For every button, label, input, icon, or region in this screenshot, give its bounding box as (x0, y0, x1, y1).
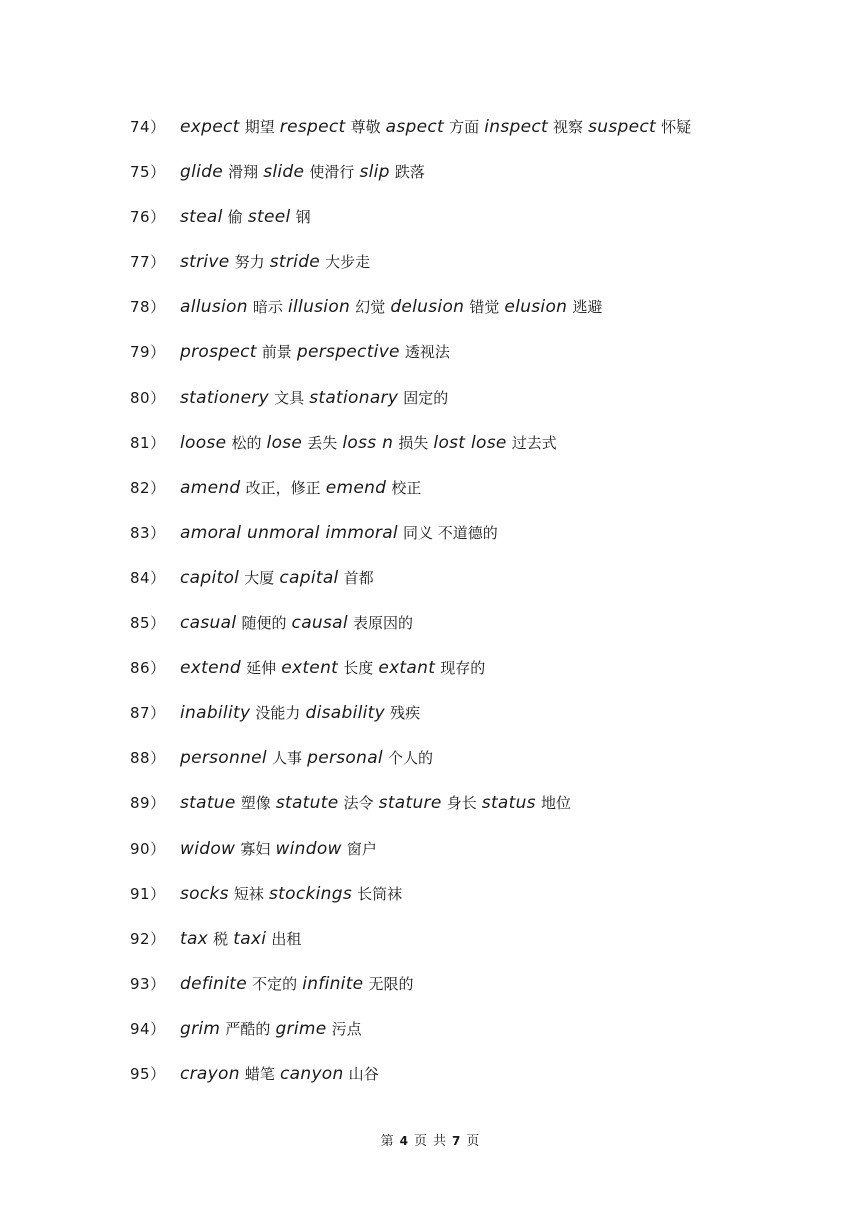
list-item (130, 156, 830, 201)
chinese-meaning: 蜡笔 (244, 1064, 275, 1083)
english-word: extent (281, 658, 339, 679)
english-word: respect (279, 117, 346, 137)
entry-number: 78） (130, 298, 166, 317)
english-word: statute (275, 793, 339, 814)
chinese-meaning: 校正 (391, 478, 422, 497)
english-word: loss n (342, 432, 394, 453)
list-item (130, 652, 830, 697)
list-item (130, 742, 830, 787)
english-word: statue (180, 793, 236, 814)
entry-number: 86） (130, 659, 166, 678)
list-item (130, 201, 830, 246)
chinese-meaning: 不定的 (252, 974, 298, 993)
footer-page-number: 4 (399, 1134, 408, 1148)
footer-total-pages: 7 (452, 1134, 461, 1148)
chinese-meaning: 文具 (274, 388, 305, 407)
english-word: emend (325, 477, 387, 498)
english-word: status (481, 793, 536, 814)
chinese-meaning: 表原因的 (352, 614, 413, 633)
chinese-meaning: 大厦 (244, 568, 275, 587)
english-word: lose (266, 432, 303, 453)
list-item (130, 291, 830, 336)
chinese-meaning: 损失 (398, 433, 429, 452)
entry-number: 80） (130, 388, 166, 407)
entry-number: 88） (130, 749, 166, 768)
chinese-meaning: 错觉 (469, 298, 500, 317)
english-word: capitol (180, 567, 240, 588)
chinese-meaning: 短袜 (233, 884, 264, 903)
chinese-meaning: 暗示 (252, 298, 283, 317)
english-word: amoral unmoral immoral (180, 522, 398, 543)
english-word: illusion (288, 297, 351, 318)
list-item (130, 1058, 830, 1103)
list-item (130, 427, 830, 472)
english-word: personnel (180, 748, 267, 769)
english-word: casual (180, 613, 237, 634)
english-word: personal (307, 748, 383, 769)
list-item (130, 787, 830, 832)
chinese-meaning: 无限的 (368, 974, 414, 993)
chinese-meaning: 透视法 (404, 343, 450, 362)
list-item (130, 111, 830, 156)
entry-number: 81） (130, 433, 166, 452)
english-word: widow (180, 838, 236, 859)
english-word: extend (180, 658, 242, 679)
entry-number: 94） (130, 1019, 166, 1038)
entry-number: 79） (130, 343, 166, 362)
english-word: aspect (385, 117, 445, 137)
english-word: stationary (309, 387, 399, 408)
chinese-meaning: 逃避 (572, 298, 603, 317)
entry-number: 84） (130, 568, 166, 587)
english-word: steal (180, 207, 223, 228)
chinese-meaning: 污点 (331, 1019, 362, 1038)
english-word: loose (180, 432, 227, 453)
entry-number: 82） (130, 478, 166, 497)
english-word: elusion (504, 297, 568, 318)
entry-number: 92） (130, 929, 166, 948)
english-word: causal (291, 613, 348, 634)
english-word: stature (378, 793, 442, 814)
english-word: infinite (302, 973, 364, 994)
list-item (130, 833, 830, 878)
list-item (130, 968, 830, 1013)
list-item (130, 472, 830, 517)
list-item (130, 697, 830, 742)
english-word: canyon (280, 1063, 344, 1084)
english-word: inability (180, 703, 251, 724)
english-word: tax (180, 928, 209, 949)
list-item (130, 336, 830, 381)
vocabulary-list (130, 111, 830, 1103)
chinese-meaning: 使滑行 (309, 163, 355, 182)
entry-number: 89） (130, 794, 166, 813)
chinese-meaning: 改正，修正 (245, 478, 321, 497)
chinese-meaning: 跌落 (394, 163, 425, 182)
chinese-meaning: 窗户 (346, 839, 377, 858)
chinese-meaning: 过去式 (511, 433, 557, 452)
chinese-meaning: 同义 不道德的 (403, 523, 498, 542)
chinese-meaning: 个人的 (388, 749, 434, 768)
english-word: delusion (390, 297, 465, 318)
chinese-meaning: 法令 (343, 794, 374, 813)
chinese-meaning: 松的 (231, 433, 262, 452)
list-item (130, 517, 830, 562)
page-footer (0, 1130, 860, 1149)
chinese-meaning: 尊敬 (350, 118, 381, 136)
english-word: capital (279, 567, 339, 588)
chinese-meaning: 塑像 (240, 794, 271, 813)
footer-total-word: 共 (433, 1134, 447, 1149)
chinese-meaning: 现存的 (440, 659, 486, 678)
english-word: crayon (180, 1063, 240, 1084)
entry-number: 83） (130, 523, 166, 542)
chinese-meaning: 身长 (446, 794, 477, 813)
english-word: taxi (233, 928, 267, 949)
english-word: prospect (180, 342, 257, 363)
english-word: amend (180, 477, 241, 498)
chinese-meaning: 长筒袜 (357, 884, 403, 903)
english-word: glide (180, 162, 223, 183)
entry-number: 76） (130, 208, 166, 227)
chinese-meaning: 税 (213, 929, 229, 948)
english-word: socks (180, 883, 229, 904)
chinese-meaning: 视察 (553, 118, 584, 136)
entry-number: 95） (130, 1064, 166, 1083)
entry-number: 75） (130, 163, 166, 182)
chinese-meaning: 山谷 (348, 1064, 379, 1083)
chinese-meaning: 前景 (261, 343, 292, 362)
chinese-meaning: 长度 (343, 659, 374, 678)
english-word: strive (180, 252, 230, 273)
entry-number: 85） (130, 614, 166, 633)
english-word: grime (275, 1018, 327, 1039)
chinese-meaning: 随便的 (241, 614, 287, 633)
chinese-meaning: 寡妇 (240, 839, 271, 858)
chinese-meaning: 没能力 (255, 704, 301, 723)
entry-number: 87） (130, 704, 166, 723)
list-item (130, 923, 830, 968)
english-word: suspect (588, 117, 656, 137)
chinese-meaning: 延伸 (246, 659, 277, 678)
english-word: grim (180, 1018, 221, 1039)
entry-number: 91） (130, 884, 166, 903)
chinese-meaning: 固定的 (403, 388, 449, 407)
chinese-meaning: 出租 (271, 929, 302, 948)
entry-number: 74） (130, 118, 166, 136)
list-item (130, 607, 830, 652)
chinese-meaning: 期望 (244, 118, 275, 136)
list-item (130, 1013, 830, 1058)
chinese-meaning: 地位 (540, 794, 571, 813)
chinese-meaning: 幻觉 (355, 298, 386, 317)
english-word: perspective (296, 342, 400, 363)
chinese-meaning: 方面 (449, 118, 480, 136)
chinese-meaning: 首都 (343, 568, 374, 587)
english-word: stockings (269, 883, 352, 904)
english-word: disability (305, 703, 385, 724)
english-word: definite (180, 973, 247, 994)
english-word: expect (180, 117, 240, 137)
entry-number: 90） (130, 839, 166, 858)
entry-number: 93） (130, 974, 166, 993)
list-item (130, 246, 830, 291)
english-word: inspect (484, 117, 548, 137)
footer-prefix: 第 (380, 1134, 394, 1149)
chinese-meaning: 钢 (295, 208, 311, 227)
list-item (130, 562, 830, 607)
footer-page-word: 页 (413, 1134, 427, 1149)
chinese-meaning: 残疾 (390, 704, 421, 723)
english-word: lost lose (433, 432, 507, 453)
footer-suffix: 页 (466, 1134, 480, 1149)
english-word: window (275, 838, 342, 859)
chinese-meaning: 滑翔 (228, 163, 259, 182)
english-word: allusion (180, 297, 248, 318)
list-item (130, 382, 830, 427)
chinese-meaning: 偷 (227, 208, 243, 227)
chinese-meaning: 怀疑 (661, 118, 692, 136)
english-word: slip (359, 162, 390, 183)
chinese-meaning: 人事 (272, 749, 303, 768)
english-word: extant (378, 658, 436, 679)
english-word: stationery (180, 387, 270, 408)
list-item (130, 878, 830, 923)
english-word: stride (269, 252, 321, 273)
english-word: slide (263, 162, 305, 183)
chinese-meaning: 大步走 (325, 253, 371, 272)
english-word: steel (247, 207, 291, 228)
chinese-meaning: 努力 (234, 253, 265, 272)
chinese-meaning: 严酷的 (225, 1019, 271, 1038)
chinese-meaning: 丢失 (307, 433, 338, 452)
entry-number: 77） (130, 253, 166, 272)
